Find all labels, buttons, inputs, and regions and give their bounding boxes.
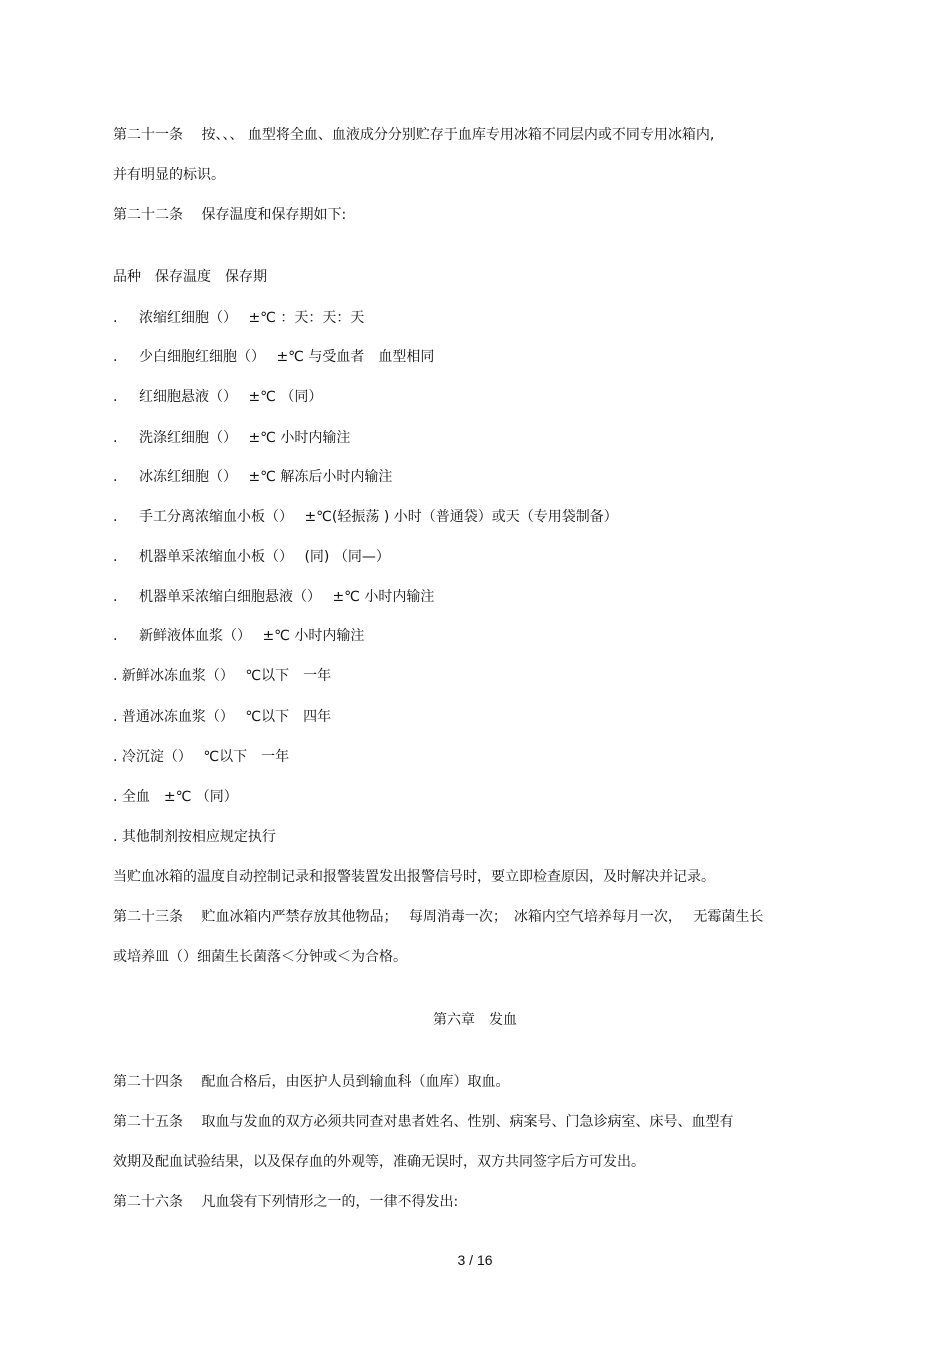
item-text: 新鲜液体血浆（） ±℃ 小时内输注 bbox=[139, 628, 365, 644]
storage-item-plasma-fresh: . 新鲜冰冻血浆（） ℃以下 一年 bbox=[113, 668, 332, 684]
storage-item-other: . 其他制剂按相应规定执行 bbox=[113, 829, 276, 845]
article-26: 第二十六条 凡血袋有下列情形之一的，一律不得发出: bbox=[113, 1194, 459, 1210]
alarm-paragraph: 当贮血冰箱的温度自动控制记录和报警装置发出报警信号时，要立即检查原因，及时解决并记录。 bbox=[113, 869, 715, 885]
item-text: 手工分离浓缩血小板（） ±℃(轻振荡 ) 小时（普通袋）或天（专用袋制备） bbox=[139, 509, 618, 525]
article-25-line-2: 效期及配血试验结果，以及保存血的外观等，准确无误时，双方共同签字后方可发出。 bbox=[113, 1154, 645, 1170]
article-24: 第二十四条 配血合格后，由医护人员到输血科（血库）取血。 bbox=[113, 1074, 510, 1090]
item-text: 机器单采浓缩白细胞悬液（） ±℃ 小时内输注 bbox=[139, 589, 435, 605]
storage-item-cryo: . 冷沉淀（） ℃以下 一年 bbox=[113, 749, 290, 765]
chapter-title: 第六章 发血 bbox=[433, 1012, 517, 1028]
item-text: 浓缩红细胞（） ±℃ ：天：天：天 bbox=[139, 310, 365, 326]
storage-item-plasma-normal: . 普通冰冻血浆（） ℃以下 四年 bbox=[113, 709, 332, 725]
storage-item bbox=[113, 429, 351, 447]
article-23-line-2: 或培养皿（）细菌生长菌落＜分钟或＜为合格。 bbox=[113, 949, 407, 965]
storage-item bbox=[113, 627, 365, 645]
item-bullet: . bbox=[113, 469, 118, 485]
storage-item bbox=[113, 388, 323, 406]
page-number: 3 / 16 bbox=[457, 1252, 493, 1268]
item-bullet: . bbox=[113, 389, 118, 405]
storage-item bbox=[113, 508, 618, 526]
storage-item bbox=[113, 548, 390, 566]
item-text: 红细胞悬液（） ±℃ （同） bbox=[139, 389, 323, 405]
article-21-line-1: 第二十一条 按、、、 血型将全血、血液成分分别贮存于血库专用冰箱不同层内或不同专用冰箱内, bbox=[113, 127, 715, 143]
item-text: 冰冻红细胞（） ±℃ 解冻后小时内输注 bbox=[139, 469, 393, 485]
article-23-line-1: 第二十三条 贮血冰箱内严禁存放其他物品； 每周消毒一次； 冰箱内空气培养每月一次， 无霉菌生长 bbox=[113, 909, 764, 925]
item-bullet: . bbox=[113, 589, 118, 605]
storage-table-header: 品种 保存温度 保存期 bbox=[113, 269, 267, 285]
item-bullet: . bbox=[113, 349, 118, 365]
item-bullet: . bbox=[113, 549, 118, 565]
item-text: 机器单采浓缩血小板（） (同) （同—） bbox=[139, 549, 390, 565]
item-bullet: . bbox=[113, 310, 118, 326]
storage-item bbox=[113, 588, 435, 606]
storage-item bbox=[113, 348, 435, 366]
article-21-line-2: 并有明显的标识。 bbox=[113, 167, 225, 183]
storage-item bbox=[113, 309, 365, 327]
item-bullet: . bbox=[113, 509, 118, 525]
storage-item bbox=[113, 468, 393, 486]
article-25-line-1: 第二十五条 取血与发血的双方必须共同查对患者姓名、性别、病案号、门急诊病室、床号、血型有 bbox=[113, 1114, 734, 1130]
article-22: 第二十二条 保存温度和保存期如下: bbox=[113, 207, 347, 223]
item-text: 少白细胞红细胞（） ±℃ 与受血者 血型相同 bbox=[139, 349, 435, 365]
item-text: 洗涤红细胞（） ±℃ 小时内输注 bbox=[139, 430, 351, 446]
item-bullet: . bbox=[113, 628, 118, 644]
item-bullet: . bbox=[113, 430, 118, 446]
storage-item-whole-blood: . 全血 ±℃ （同） bbox=[113, 789, 238, 805]
